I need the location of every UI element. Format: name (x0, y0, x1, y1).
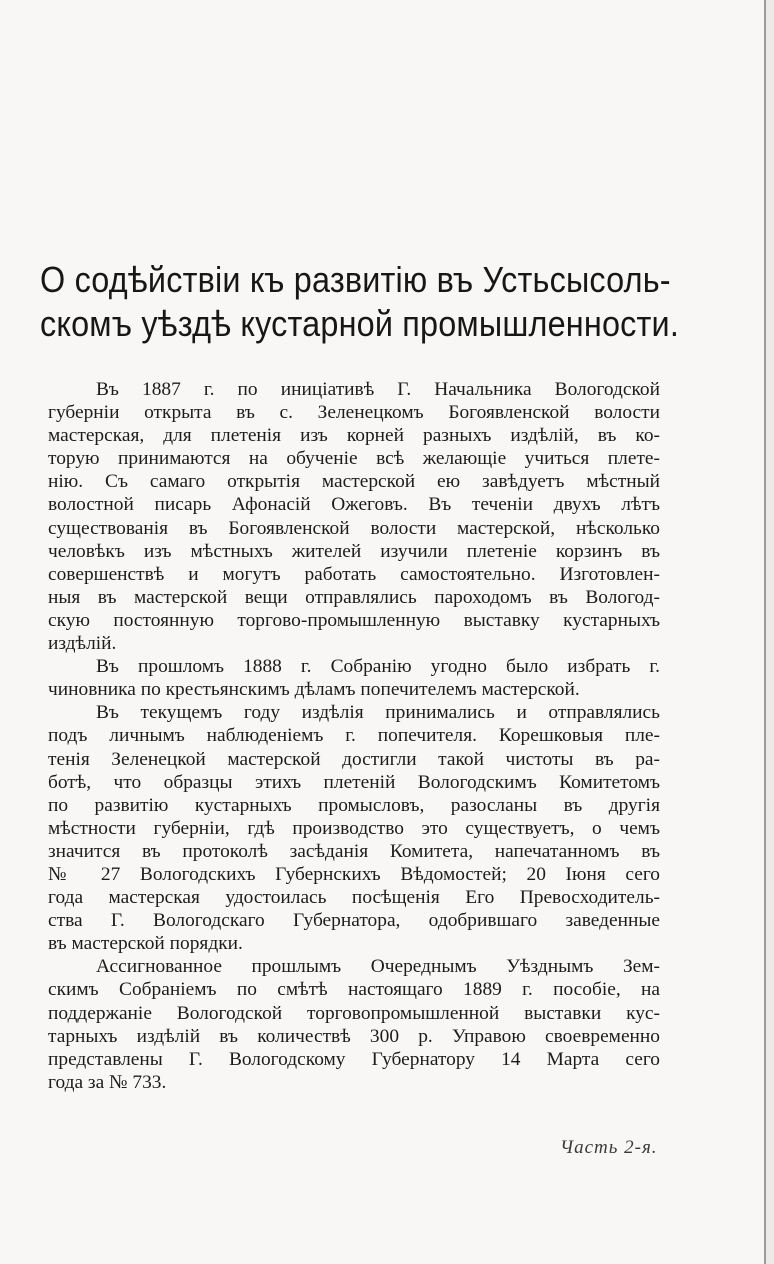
text-line: ботѣ, что образцы этихъ плетеній Вологодскимъ Комитетомъ (48, 771, 660, 793)
text-line: губерніи открыта въ с. Зеленецкомъ Богоявленской волости (48, 402, 660, 424)
page-signature: Часть 2-я. (560, 1137, 658, 1158)
document-body (48, 378, 660, 1094)
text-line: года за № 733. (48, 1071, 167, 1093)
text-line: совершенствѣ и могутъ работать самостоятельно. Изготовлен- (48, 563, 660, 585)
page-edge-line (764, 0, 766, 1264)
text-line: человѣкъ изъ мѣстныхъ жителей изучили плетеніе корзинъ въ (48, 540, 660, 562)
text-line: подъ личнымъ наблюденіемъ г. попечителя. Корешковыя пле- (48, 725, 660, 747)
text-line: мастерская, для плетенія изъ корней разныхъ издѣлій, въ ко- (48, 425, 660, 447)
text-line: № 27 Вологодскихъ Губернскихъ Вѣдомостей; 20 Іюня сего (48, 863, 660, 885)
text-line: чиновника по крестьянскимъ дѣламъ попечителемъ мастерской. (48, 679, 580, 701)
text-line: волостной писарь Афонасій Ожеговъ. Въ теченіи двухъ лѣтъ (48, 494, 660, 516)
text-line: ныя въ мастерской вещи отправлялись пароходомъ въ Вологод- (48, 586, 660, 608)
text-line: скую постоянную торгово-промышленную выставку кустарныхъ (48, 609, 660, 631)
title-line-1: О содѣйствіи къ развитію въ Устьсысоль- (40, 259, 671, 300)
text-line: поддержаніе Вологодской торговопромышленной выставки кус- (48, 1002, 660, 1024)
document-title (40, 258, 680, 346)
text-line: Въ прошломъ 1888 г. Собранію угодно было избрать г. (96, 656, 660, 678)
paragraph-2 (48, 655, 660, 701)
page-edge-shadow (766, 0, 774, 1264)
text-line: Ассигнованное прошлымъ Очереднымъ Уѣзднымъ Зем- (96, 956, 660, 978)
text-line: значится въ протоколѣ засѣданія Комитета, напечатанномъ въ (48, 840, 660, 862)
text-line: мѣстности губерніи, гдѣ производство это существуетъ, о чемъ (48, 817, 660, 839)
text-line: года мастерская удостоилась посѣщенія Его Превосходитель- (48, 887, 660, 909)
paragraph-3 (48, 701, 660, 955)
text-line: по развитію кустарныхъ промысловъ, разосланы въ другія (48, 794, 660, 816)
text-line: ства Г. Вологодскаго Губернатора, одобрившаго заведенные (48, 910, 660, 932)
text-line: нію. Съ самаго открытія мастерской ею завѣдуетъ мѣстный (48, 471, 660, 493)
text-line: Въ текущемъ году издѣлія принимались и отправлялись (96, 702, 660, 724)
paragraph-4 (48, 955, 660, 1094)
text-line: скимъ Собраніемъ по смѣтѣ настоящаго 1889 г. пособіе, на (48, 979, 660, 1001)
text-line: Въ 1887 г. по иниціативѣ Г. Начальника Вологодской (96, 379, 660, 400)
text-line: тенія Зеленецкой мастерской достигли такой чистоты въ ра- (48, 748, 660, 770)
paragraph-1 (48, 378, 660, 655)
text-line: въ мастерской порядки. (48, 933, 243, 955)
text-line: существованія въ Богоявленской волости мастерской, нѣсколько (48, 517, 660, 539)
text-line: представлены Г. Вологодскому Губернатору 14 Марта сего (48, 1048, 660, 1070)
text-line: издѣлій. (48, 633, 117, 655)
title-line-2: скомъ уѣздѣ кустарной промышленности. (40, 303, 680, 344)
text-line: торую принимаются на обученіе всѣ желающіе учиться плете- (48, 448, 660, 470)
text-line: тарныхъ издѣлій въ количествѣ 300 р. Управою своевременно (48, 1025, 660, 1047)
